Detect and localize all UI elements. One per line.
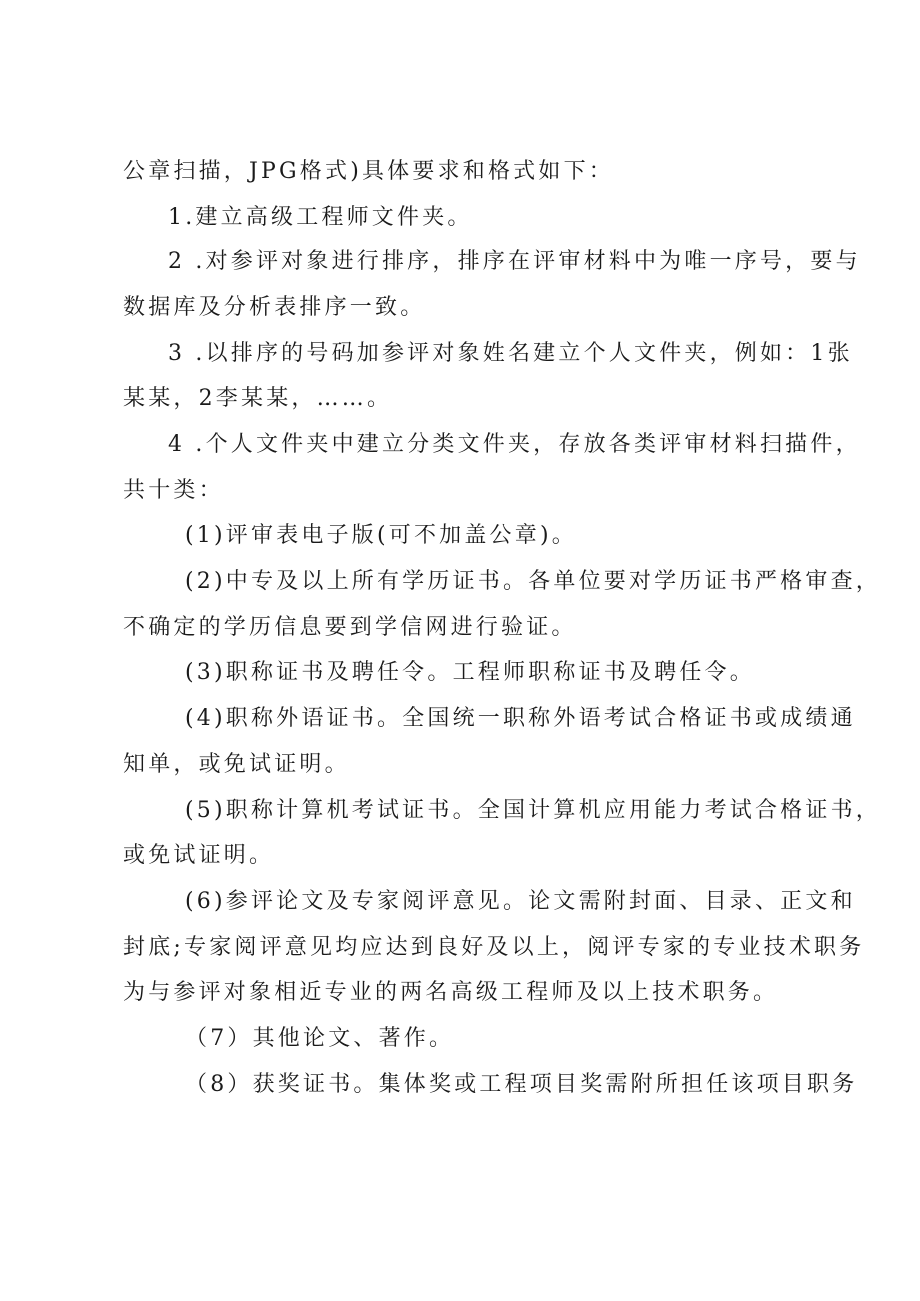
paragraph-line: 某某，2李某某，……。	[123, 386, 393, 411]
paragraph-line: (2)中专及以上所有学历证书。各单位要对学历证书严格审查，	[185, 569, 881, 594]
paragraph-line: (4)职称外语证书。全国统一职称外语考试合格证书或成绩通	[185, 706, 856, 731]
paragraph-line: （7）其他论文、著作。	[185, 1026, 455, 1051]
paragraph-line: 知单，或免试证明。	[123, 752, 350, 777]
paragraph-line: 不确定的学历信息要到学信网进行验证。	[123, 615, 577, 640]
paragraph-line: （8）获奖证书。集体奖或工程项目奖需附所担任该项目职务	[185, 1072, 858, 1097]
paragraph-line: 共十类：	[123, 478, 224, 503]
paragraph-line: (1)评审表电子版(可不加盖公章)。	[185, 523, 577, 548]
paragraph-line: 封底;专家阅评意见均应达到良好及以上，阅评专家的专业技术职务	[123, 935, 865, 960]
paragraph-line: 为与参评对象相近专业的两名高级工程师及以上技术职务。	[123, 980, 779, 1005]
paragraph-line: 3 .以排序的号码加参评对象姓名建立个人文件夹，例如：1张	[168, 341, 853, 366]
paragraph-line: 1.建立高级工程师文件夹。	[168, 205, 473, 230]
paragraph-line: 2 .对参评对象进行排序，排序在评审材料中为唯一序号，要与	[168, 249, 861, 274]
paragraph-line: (3)职称证书及聘任令。工程师职称证书及聘任令。	[185, 660, 755, 685]
paragraph-line: (6)参评论文及专家阅评意见。论文需附封面、目录、正文和	[185, 889, 856, 914]
paragraph-line: 或免试证明。	[123, 843, 275, 868]
paragraph-line: 数据库及分析表排序一致。	[123, 295, 426, 320]
paragraph-line: (5)职称计算机考试证书。全国计算机应用能力考试合格证书，	[185, 798, 881, 823]
paragraph-line: 公章扫描，JPG格式)具体要求和格式如下：	[123, 159, 614, 184]
paragraph-line: 4 .个人文件夹中建立分类文件夹，存放各类评审材料扫描件，	[168, 432, 861, 457]
